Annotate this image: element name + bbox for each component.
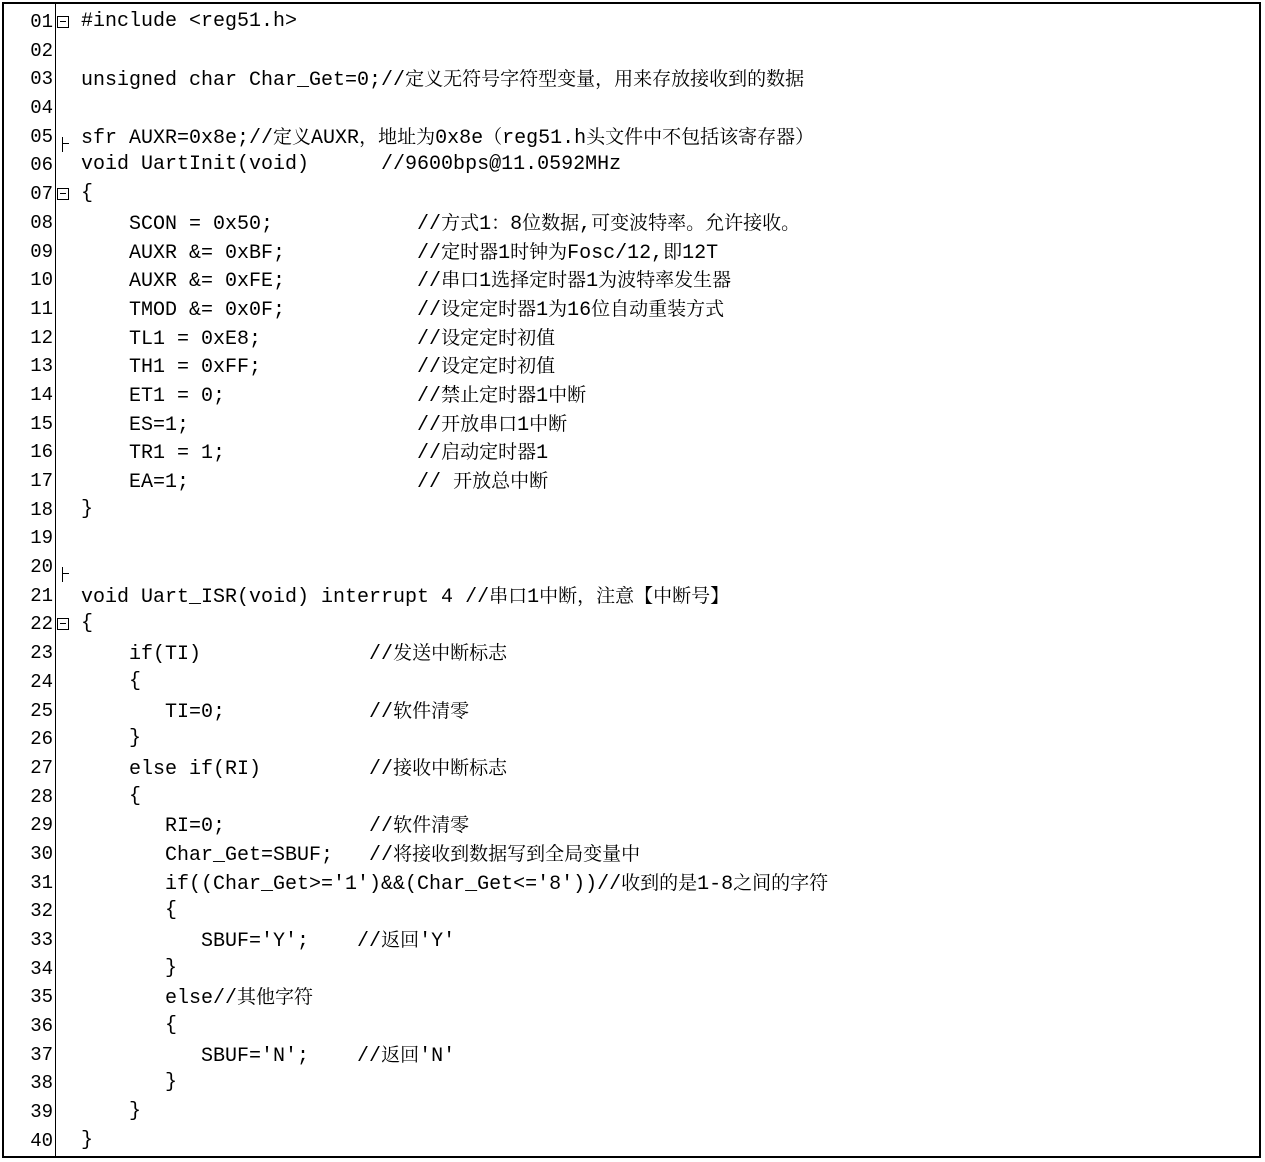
code-text-cjk: 启动定时器 bbox=[441, 441, 537, 464]
code-text-cjk: 时钟为 bbox=[510, 240, 568, 263]
code-text-cjk: 方式 bbox=[441, 211, 480, 234]
code-text-cjk: 选择定时器 bbox=[491, 269, 587, 292]
code-line[interactable]: if((Char_Get>='1')&&(Char_Get<='8'))//收到的是1-8之间的字符 bbox=[81, 871, 829, 896]
code-line[interactable]: } bbox=[81, 1071, 178, 1095]
line-number: 11 bbox=[30, 297, 53, 320]
fold-cell[interactable] bbox=[56, 1069, 73, 1098]
code-text-cjk: 之间的字符 bbox=[733, 871, 829, 894]
code-text-cjk: 设定定时器 bbox=[441, 297, 537, 320]
fold-cell[interactable] bbox=[56, 37, 73, 66]
fold-cell[interactable] bbox=[56, 582, 73, 611]
editor-frame bbox=[2, 2, 1261, 1158]
line-number: 33 bbox=[30, 929, 53, 951]
line-number: 07 bbox=[30, 183, 53, 206]
fold-cell[interactable] bbox=[56, 65, 73, 94]
code-line[interactable]: TMOD &= 0x0F; //设定定时器1为16位自动重装方式 bbox=[81, 297, 725, 322]
code-line[interactable]: { bbox=[81, 1014, 178, 1038]
code-text-cjk: 中断 bbox=[548, 383, 587, 406]
code-text-cjk: 位自动重装方式 bbox=[591, 297, 725, 320]
code-line[interactable]: if(TI) //发送中断标志 bbox=[81, 642, 508, 667]
code-text-cjk: 返回 bbox=[381, 929, 420, 951]
fold-cell[interactable] bbox=[56, 496, 73, 525]
fold-cell[interactable] bbox=[56, 94, 73, 123]
fold-cell[interactable] bbox=[56, 1098, 73, 1127]
fold-cell[interactable] bbox=[56, 639, 73, 668]
fold-cell[interactable] bbox=[56, 266, 73, 295]
code-text-cjk: 返回 bbox=[381, 1043, 420, 1066]
fold-cell[interactable] bbox=[56, 1012, 73, 1041]
fold-cell[interactable] bbox=[56, 1041, 73, 1070]
line-number: 24 bbox=[30, 670, 53, 693]
code-line[interactable]: { bbox=[81, 669, 142, 693]
line-number: 01 bbox=[30, 11, 53, 33]
code-line[interactable]: TR1 = 1; //启动定时器1 bbox=[81, 441, 549, 466]
code-line[interactable]: EA=1; // 开放总中断 bbox=[81, 470, 549, 494]
code-text-cjk: 定时器 bbox=[441, 240, 499, 263]
fold-cell[interactable] bbox=[56, 811, 73, 840]
code-line[interactable]: { bbox=[81, 612, 94, 636]
fold-cell[interactable] bbox=[56, 668, 73, 697]
line-number: 16 bbox=[30, 441, 53, 464]
code-text-cjk: ，地址为 bbox=[359, 125, 436, 148]
code-line[interactable]: } bbox=[81, 956, 178, 980]
line-number: 08 bbox=[30, 211, 53, 234]
code-text-cjk: 开放串口 bbox=[441, 412, 518, 435]
code-line[interactable]: } bbox=[81, 1128, 94, 1152]
fold-cell[interactable] bbox=[56, 123, 73, 152]
code-line[interactable]: } bbox=[81, 1100, 142, 1124]
line-number-gutter bbox=[4, 4, 56, 1156]
code-text-cjk: 禁止定时器 bbox=[441, 383, 537, 406]
line-number: 27 bbox=[30, 756, 53, 779]
code-text-cjk: 其他字符 bbox=[237, 986, 314, 1009]
code-text-cjk: 设定定时初值 bbox=[441, 326, 556, 349]
line-number: 35 bbox=[30, 986, 53, 1009]
code-line[interactable]: SBUF='Y'; //返回'Y' bbox=[81, 929, 456, 953]
fold-cell[interactable] bbox=[56, 438, 73, 467]
fold-end-tick bbox=[62, 573, 69, 574]
code-line[interactable]: { bbox=[81, 899, 178, 923]
code-text-cjk: 位数据 bbox=[522, 211, 580, 234]
fold-cell[interactable] bbox=[56, 553, 73, 582]
code-text-area[interactable] bbox=[73, 4, 1259, 1156]
fold-cell[interactable] bbox=[56, 783, 73, 812]
line-number: 17 bbox=[30, 470, 53, 492]
code-line[interactable]: { bbox=[81, 784, 142, 808]
fold-cell[interactable] bbox=[56, 410, 73, 439]
code-text-cjk: 为 bbox=[548, 297, 568, 320]
fold-cell[interactable] bbox=[56, 754, 73, 783]
line-number: 28 bbox=[30, 785, 53, 808]
fold-cell[interactable] bbox=[56, 524, 73, 553]
fold-cell[interactable] bbox=[56, 869, 73, 898]
fold-cell[interactable] bbox=[56, 897, 73, 926]
code-line[interactable]: } bbox=[81, 727, 142, 751]
fold-cell[interactable] bbox=[56, 610, 73, 639]
line-number: 10 bbox=[30, 269, 53, 292]
line-number: 25 bbox=[30, 699, 53, 722]
line-number: 23 bbox=[30, 642, 53, 665]
fold-cell[interactable] bbox=[56, 295, 73, 324]
code-text-cjk: 定义 bbox=[273, 125, 312, 148]
fold-collapse-icon[interactable] bbox=[57, 16, 69, 28]
line-number: 03 bbox=[30, 68, 53, 91]
code-line[interactable]: SBUF='N'; //返回'N' bbox=[81, 1043, 456, 1068]
line-number: 15 bbox=[30, 412, 53, 435]
code-folding-column[interactable] bbox=[56, 4, 73, 1156]
code-text-cjk: 发送中断标志 bbox=[393, 642, 508, 665]
line-number: 39 bbox=[30, 1101, 53, 1124]
line-number: 06 bbox=[30, 154, 53, 177]
fold-cell[interactable] bbox=[56, 926, 73, 955]
code-line[interactable]: TI=0; //软件清零 bbox=[81, 699, 470, 724]
fold-cell[interactable] bbox=[56, 381, 73, 410]
code-line[interactable]: ES=1; //开放串口1中断 bbox=[81, 412, 568, 437]
code-text-cjk: 中断 bbox=[529, 412, 568, 435]
line-number: 34 bbox=[30, 957, 53, 980]
fold-cell[interactable] bbox=[56, 352, 73, 381]
code-line[interactable]: { bbox=[81, 182, 94, 206]
fold-cell[interactable] bbox=[56, 697, 73, 726]
line-number: 02 bbox=[30, 39, 53, 62]
line-number: 09 bbox=[30, 240, 53, 263]
code-line[interactable]: AUXR &= 0xFE; //串口1选择定时器1为波特率发生器 bbox=[81, 269, 732, 294]
code-text-cjk: 即 bbox=[663, 240, 683, 263]
fold-guide-line bbox=[62, 567, 63, 582]
fold-cell[interactable] bbox=[56, 151, 73, 180]
code-line[interactable]: else//其他字符 bbox=[81, 986, 314, 1011]
line-number: 38 bbox=[30, 1072, 53, 1095]
line-number: 21 bbox=[30, 584, 53, 607]
line-number: 18 bbox=[30, 498, 53, 521]
code-line[interactable]: RI=0; //软件清零 bbox=[81, 814, 470, 839]
code-text-cjk: 串口 bbox=[489, 584, 528, 607]
line-number: 13 bbox=[30, 355, 53, 378]
fold-cell[interactable] bbox=[56, 180, 73, 209]
code-line[interactable] bbox=[81, 37, 1259, 66]
line-number: 32 bbox=[30, 900, 53, 923]
code-text-cjk: 定义无符号字符型变量，用来存放接收到的数据 bbox=[405, 68, 805, 91]
code-line[interactable]: else if(RI) //接收中断标志 bbox=[81, 756, 508, 781]
line-number: 29 bbox=[30, 814, 53, 837]
code-line[interactable]: AUXR &= 0xBF; //定时器1时钟为Fosc/12,即12T bbox=[81, 240, 719, 265]
fold-cell[interactable] bbox=[56, 8, 73, 37]
code-line[interactable]: void Uart_ISR(void) interrupt 4 //串口1中断，注意【中断号】 bbox=[81, 584, 730, 609]
fold-cell[interactable] bbox=[56, 467, 73, 496]
fold-cell[interactable] bbox=[56, 324, 73, 353]
line-number: 36 bbox=[30, 1015, 53, 1038]
code-line[interactable]: TL1 = 0xE8; //设定定时初值 bbox=[81, 326, 556, 351]
fold-cell[interactable] bbox=[56, 983, 73, 1012]
fold-cell[interactable] bbox=[56, 840, 73, 869]
code-line[interactable]: } bbox=[81, 497, 94, 521]
line-number: 04 bbox=[30, 97, 53, 120]
code-line[interactable] bbox=[81, 553, 1259, 582]
code-line[interactable] bbox=[81, 524, 1259, 553]
fold-guide-line bbox=[62, 137, 63, 152]
line-number: 26 bbox=[30, 728, 53, 751]
code-text-cjk: 头文件中不包括该寄存器） bbox=[586, 125, 815, 148]
code-text-cjk: 软件清零 bbox=[393, 699, 470, 722]
code-text-cjk: 串口 bbox=[441, 269, 480, 292]
code-text-cjk: 中断，注意【中断号】 bbox=[539, 584, 730, 607]
line-number: 37 bbox=[30, 1043, 53, 1066]
fold-end-tick bbox=[62, 143, 69, 144]
fold-cell[interactable] bbox=[56, 209, 73, 238]
code-line[interactable]: SCON = 0x50; //方式1：8位数据,可变波特率。允许接收。 bbox=[81, 211, 801, 236]
line-number: 19 bbox=[30, 527, 53, 550]
code-text-cjk: 开放总中断 bbox=[453, 470, 549, 492]
fold-cell[interactable] bbox=[56, 1127, 73, 1156]
code-text-cjk: 收到的是 bbox=[621, 871, 698, 894]
code-line[interactable]: sfr AUXR=0x8e;//定义AUXR，地址为0x8e（reg51.h头文件中不包括该寄存器） bbox=[81, 125, 815, 150]
line-number: 14 bbox=[30, 383, 53, 406]
code-line[interactable]: Char_Get=SBUF; //将接收到数据写到全局变量中 bbox=[81, 842, 641, 867]
line-number: 20 bbox=[30, 556, 53, 579]
code-text-cjk: ： bbox=[491, 211, 511, 234]
fold-collapse-icon[interactable] bbox=[57, 188, 69, 200]
code-line[interactable]: #include <reg51.h> bbox=[81, 10, 298, 33]
code-line[interactable]: ET1 = 0; //禁止定时器1中断 bbox=[81, 383, 587, 408]
code-line[interactable] bbox=[81, 94, 1259, 123]
code-text-cjk: 将接收到数据写到全局变量中 bbox=[393, 842, 641, 865]
code-text-cjk: （ bbox=[483, 125, 503, 148]
fold-cell[interactable] bbox=[56, 725, 73, 754]
line-number: 12 bbox=[30, 326, 53, 349]
code-text-cjk: 为波特率发生器 bbox=[598, 269, 732, 292]
fold-cell[interactable] bbox=[56, 238, 73, 267]
code-line[interactable]: void UartInit(void) //9600bps@11.0592MHz bbox=[81, 153, 622, 177]
code-line[interactable]: unsigned char Char_Get=0;//定义无符号字符型变量，用来存放接收到的数据 bbox=[81, 68, 805, 93]
code-text-cjk: 设定定时初值 bbox=[441, 355, 556, 378]
line-number: 31 bbox=[30, 871, 53, 894]
line-number: 05 bbox=[30, 125, 53, 148]
line-number: 40 bbox=[30, 1129, 53, 1152]
code-line[interactable]: TH1 = 0xFF; //设定定时初值 bbox=[81, 355, 556, 380]
line-number: 30 bbox=[30, 842, 53, 865]
code-text-cjk: 可变波特率。允许接收。 bbox=[591, 211, 801, 234]
line-number: 22 bbox=[30, 613, 53, 636]
code-text-cjk: 接收中断标志 bbox=[393, 756, 508, 779]
code-text-cjk: 软件清零 bbox=[393, 814, 470, 837]
fold-cell[interactable] bbox=[56, 955, 73, 984]
fold-collapse-icon[interactable] bbox=[57, 618, 69, 630]
